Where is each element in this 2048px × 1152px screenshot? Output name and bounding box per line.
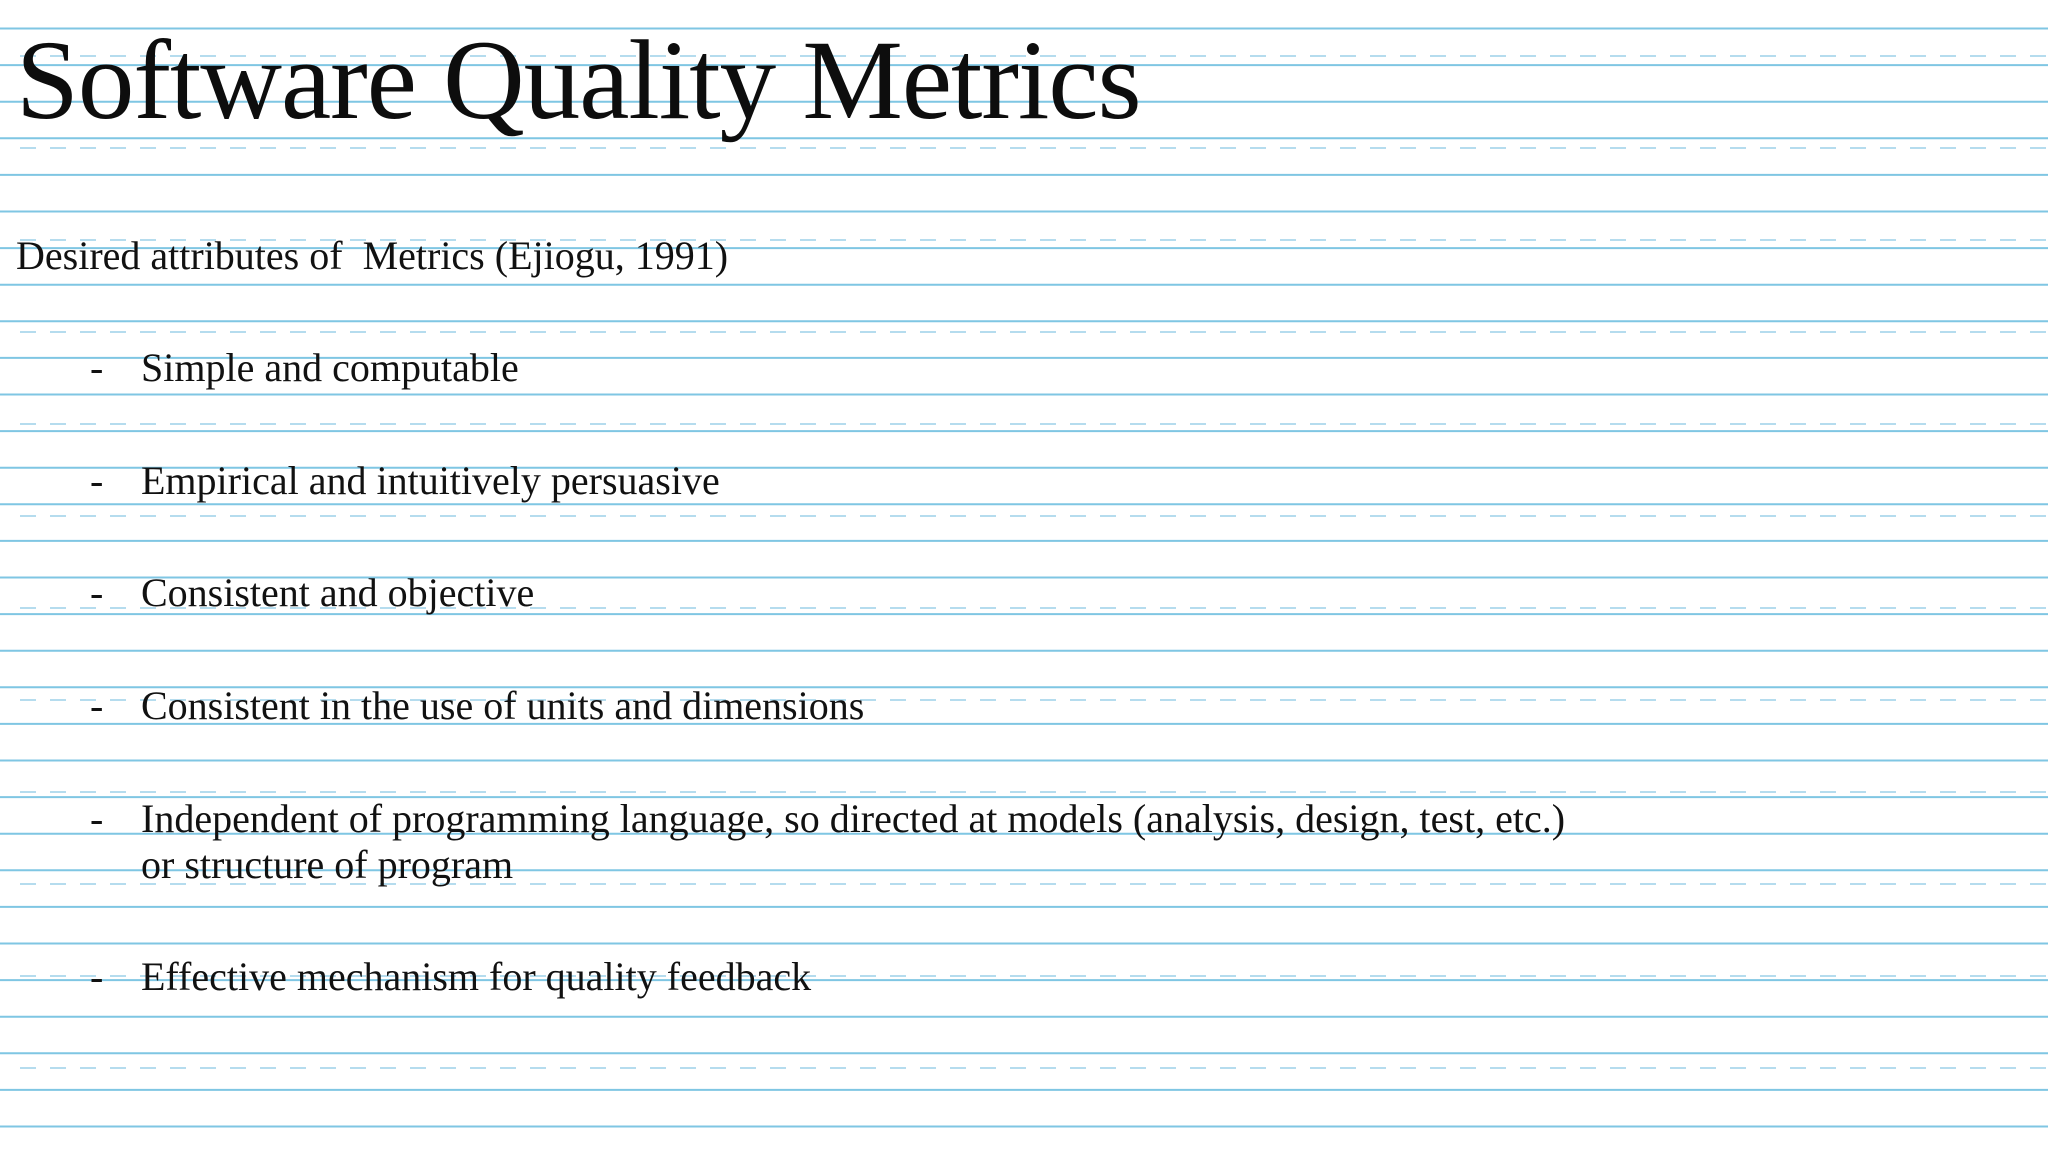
list-item-text: Consistent in the use of units and dimensions — [141, 683, 865, 728]
slide-title: Software Quality Metrics — [16, 18, 1141, 143]
bullet-dash: - — [90, 458, 104, 503]
list-item-text: Effective mechanism for quality feedback — [141, 954, 812, 999]
bullet-dash: - — [90, 954, 104, 999]
list-item-text: Consistent and objective — [141, 570, 535, 615]
list-item-text: Independent of programming language, so directed at models (analysis, design, test, etc.) or structure of program — [141, 796, 1566, 887]
bullet-dash: - — [90, 570, 104, 615]
bullet-dash: - — [90, 683, 104, 728]
list-item-text: Empirical and intuitively persuasive — [141, 458, 720, 503]
bullet-dash: - — [90, 345, 104, 390]
bullet-dash: - — [90, 796, 104, 841]
list-item-text: Simple and computable — [141, 345, 519, 390]
slide-subtitle: Desired attributes of Metrics (Ejiogu, 1991) — [16, 233, 729, 278]
